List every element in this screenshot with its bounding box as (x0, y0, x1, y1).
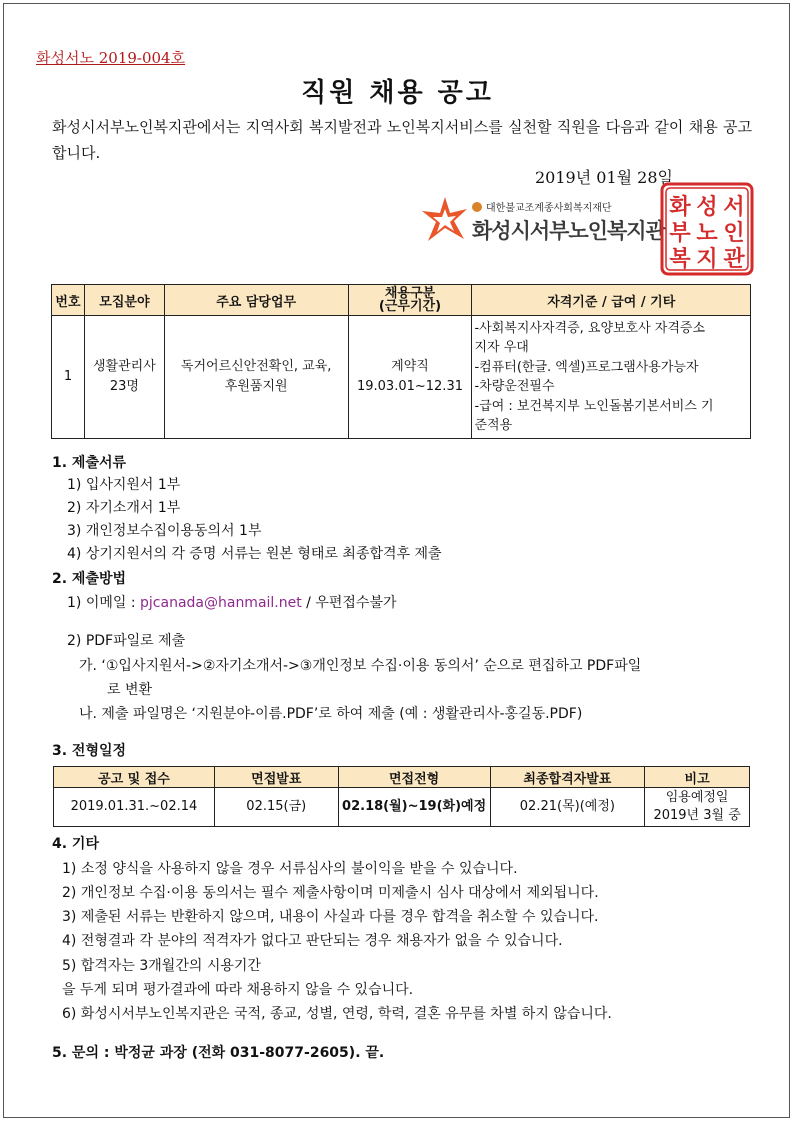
svg-text:복: 복 (669, 246, 691, 272)
qual-line: 지자 우대 (474, 340, 529, 355)
header-duty: 주요 담당업무 (164, 285, 348, 316)
email-prefix: 1) 이메일 : (67, 595, 141, 611)
type-line: 계약직 (391, 359, 429, 374)
list-item: 2) 개인정보 수집·이용 동의서는 필수 제출사항이며 미제출시 심사 대상에서 제외됩니다. (62, 885, 599, 901)
svg-text:화: 화 (669, 194, 691, 220)
duty-line: 후원품지원 (224, 379, 288, 394)
flame-logo-icon (420, 195, 470, 245)
recruitment-header-row (52, 285, 751, 316)
header-final-notice: 최종합격자발표 (490, 767, 645, 788)
qual-line: 준적용 (474, 418, 513, 433)
email-link[interactable]: pjcanada@hanmail.net (140, 595, 302, 611)
field-line: 23명 (109, 379, 139, 394)
svg-text:지: 지 (696, 246, 718, 272)
cell-note (645, 788, 750, 827)
qual-line: -사회복지사자격증, 요양보호사 자격증소 (474, 320, 706, 336)
table-row (54, 788, 750, 827)
pdf-instruction-a: 가. ‘①입사지원서->②자기소개서->③개인정보 수집·이용 동의서’ 순으로 편집하고 PDF파일 (79, 658, 642, 674)
cell-field (84, 316, 164, 439)
notice-date: 2019년 01월 28일 (535, 168, 673, 187)
cell-interview-notice: 02.15(금) (214, 788, 338, 827)
section-documents-title: 1. 제출서류 (52, 455, 127, 471)
pdf-instruction-a-cont: 로 변환 (107, 682, 153, 698)
official-seal-icon (660, 182, 754, 276)
header-type-sub: (근무기간) (378, 299, 442, 314)
document-number: 화성서노 2019-004호 (36, 49, 186, 67)
list-item: 6) 화성시서부노인복지관은 국적, 종교, 성별, 연령, 학력, 결혼 유무를 차별 하지 않습니다. (62, 1006, 612, 1022)
logo-title: 화성시서부노인복지관 (472, 219, 665, 243)
cell-qualifications (472, 316, 751, 439)
qual-line: -차량운전필수 (474, 379, 555, 394)
cell-employment-type (348, 316, 472, 439)
list-item: 5) 합격자는 3개월간의 시용기간 (62, 958, 261, 974)
header-interview-notice: 면접발표 (214, 767, 338, 788)
duty-line: 독거어르신안전확인, 교육, (180, 359, 332, 374)
list-item: 1) 소정 양식을 사용하지 않을 경우 서류심사의 불이익을 받을 수 있습니다. (62, 861, 518, 877)
list-item: 4) 상기지원서의 각 증명 서류는 원본 형태로 최종합격후 제출 (67, 546, 442, 562)
cell-period: 2019.01.31.~02.14 (54, 788, 215, 827)
svg-text:서: 서 (723, 194, 745, 220)
cell-duty (164, 316, 348, 439)
svg-text:노: 노 (696, 220, 718, 246)
svg-text:관: 관 (723, 246, 745, 272)
list-item: 4) 전형결과 각 분야의 적격자가 없다고 판단되는 경우 채용자가 없을 수 있습니다. (62, 933, 563, 949)
section-schedule-title: 3. 전형일정 (52, 743, 127, 759)
header-no: 번호 (52, 285, 85, 316)
note-line: 2019년 3월 중 (653, 808, 741, 823)
schedule-header-row (54, 767, 750, 788)
cell-no: 1 (52, 316, 85, 439)
qual-line: -급여 : 보건복지부 노인돌봄기본서비스 기 (474, 398, 714, 414)
cell-interview: 02.18(월)~19(화)예정 (338, 788, 490, 827)
logo-subtitle-text: 대한불교조계종사회복지재단 (486, 203, 612, 214)
header-qualifications: 자격기준 / 급여 / 기타 (472, 285, 751, 316)
section-submission-title: 2. 제출방법 (52, 571, 127, 587)
list-item: 2) 자기소개서 1부 (67, 500, 181, 516)
list-item: 1) 입사지원서 1부 (67, 477, 181, 493)
header-employment-type (348, 285, 472, 316)
svg-text:인: 인 (723, 220, 745, 246)
table-row (52, 316, 751, 439)
organization-logo (420, 195, 665, 251)
page-title: 직원 채용 공고 (301, 78, 494, 108)
header-note: 비고 (645, 767, 750, 788)
intro-paragraph: 화성시서부노인복지관에서는 지역사회 복지발전과 노인복지서비스를 실천할 직원을 다음과 같이 채용 공고합니다. (52, 118, 752, 162)
header-period: 공고 및 접수 (54, 767, 215, 788)
svg-text:부: 부 (669, 220, 691, 246)
header-interview: 면접전형 (338, 767, 490, 788)
type-line: 19.03.01~12.31 (356, 379, 463, 394)
email-suffix: / 우편접수불가 (301, 595, 397, 611)
section-other-title: 4. 기타 (52, 836, 99, 852)
list-item: 3) 개인정보수집이용동의서 1부 (67, 523, 262, 539)
header-type-main: 채용구분 (384, 286, 436, 301)
qual-line: -컴퓨터(한글. 엑셀)프로그램사용가능자 (474, 359, 699, 375)
header-field: 모집분야 (84, 285, 164, 316)
contact-info: 5. 문의 : 박정균 과장 (전화 031-8077-2605). 끝. (52, 1045, 385, 1061)
logo-subtitle (472, 199, 612, 214)
schedule-table (53, 766, 750, 827)
cell-final-notice: 02.21(목)(예정) (490, 788, 645, 827)
dharma-wheel-icon (472, 202, 482, 212)
recruitment-table (51, 284, 751, 439)
pdf-instruction-b: 나. 제출 파일명은 ‘지원분야-이름.PDF’로 하여 제출 (예 : 생활관리사-홍길동.PDF) (79, 706, 583, 722)
email-line (67, 592, 397, 612)
field-line: 생활관리사 (92, 359, 156, 374)
note-line: 임용예정일 (665, 790, 729, 805)
svg-text:성: 성 (696, 194, 718, 220)
list-item: 을 두게 되며 평가결과에 따라 채용하지 않을 수 있습니다. (62, 982, 414, 998)
pdf-submission-title: 2) PDF파일로 제출 (67, 633, 186, 649)
list-item: 3) 제출된 서류는 반환하지 않으며, 내용이 사실과 다를 경우 합격을 취소할 수 있습니다. (62, 909, 599, 925)
